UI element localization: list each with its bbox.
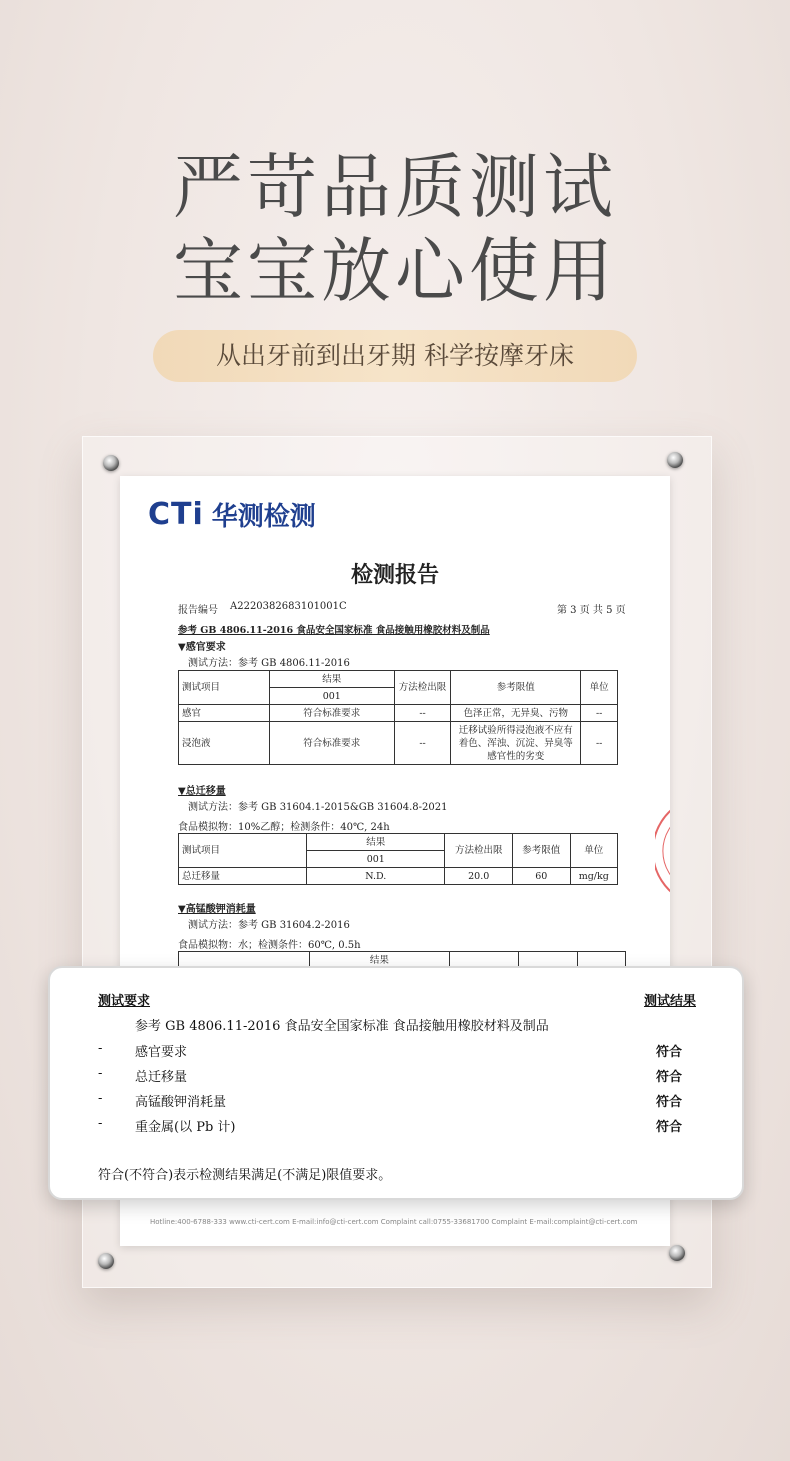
report-no: A2220382683101001C bbox=[230, 601, 347, 612]
screw-icon bbox=[103, 455, 119, 471]
table-cell: -- bbox=[394, 722, 450, 765]
table-cell: 总迁移量 bbox=[179, 868, 307, 885]
summary-dash: - bbox=[98, 1066, 103, 1081]
sec3-method: 测试方法：参考 GB 31604.2-2016 bbox=[188, 920, 350, 931]
table-cell: N.D. bbox=[307, 868, 445, 885]
sec1-method: 测试方法：参考 GB 4806.11-2016 bbox=[188, 658, 350, 669]
summary-note: 符合(不符合)表示检测结果满足(不满足)限值要求。 bbox=[98, 1168, 392, 1183]
table-header: 001 bbox=[307, 851, 445, 868]
summary-item-label: 高锰酸钾消耗量 bbox=[135, 1095, 227, 1110]
tagline-pill: 从出牙前到出牙期 科学按摩牙床 bbox=[153, 330, 637, 382]
headline-line2: 宝宝放心使用 bbox=[173, 230, 617, 312]
logo-text: 华测检测 bbox=[211, 502, 316, 532]
red-stamp bbox=[655, 796, 670, 906]
summary-item-result: 符合 bbox=[655, 1070, 682, 1085]
table-cell: 符合标准要求 bbox=[269, 705, 394, 722]
table-cell: -- bbox=[581, 722, 618, 765]
summary-res-heading: 测试结果 bbox=[643, 994, 696, 1009]
table-cell: mg/kg bbox=[570, 868, 617, 885]
sec3-simulant: 食品模拟物：水；检测条件：60℃, 0.5h bbox=[178, 940, 361, 951]
sec2-heading: ▼总迁移量 bbox=[178, 786, 226, 797]
table-row bbox=[179, 722, 618, 765]
sec3-heading: ▼高锰酸钾消耗量 bbox=[178, 904, 256, 915]
table-cell: 60 bbox=[513, 868, 571, 885]
summary-item-result: 符合 bbox=[655, 1045, 682, 1060]
table-cell: 20.0 bbox=[445, 868, 513, 885]
table-header: 测试项目 bbox=[179, 671, 270, 705]
summary-item-label: 感官要求 bbox=[135, 1045, 188, 1060]
table-cell: 浸泡液 bbox=[179, 722, 270, 765]
sec2-method: 测试方法：参考 GB 31604.1-2015&GB 31604.8-2021 bbox=[188, 802, 448, 813]
table-row bbox=[179, 705, 618, 722]
summary-item-result: 符合 bbox=[655, 1095, 682, 1110]
table-header: 结果 bbox=[307, 834, 445, 851]
table-cell: -- bbox=[581, 705, 618, 722]
table-cell: 迁移试验所得浸泡液不应有着色、浑浊、沉淀、异臭等感官性的劣变 bbox=[451, 722, 581, 765]
sec1-table bbox=[178, 670, 618, 765]
screw-icon bbox=[98, 1253, 114, 1269]
report-title: 检测报告 bbox=[350, 563, 439, 588]
company-logo bbox=[148, 496, 316, 533]
summary-dash: - bbox=[98, 1091, 103, 1106]
table-header: 方法检出限 bbox=[445, 834, 513, 868]
table-cell: -- bbox=[394, 705, 450, 722]
table-header: 单位 bbox=[570, 834, 617, 868]
sec2-simulant: 食品模拟物：10%乙醇；检测条件：40℃, 24h bbox=[178, 822, 390, 833]
table-header: 方法检出限 bbox=[394, 671, 450, 705]
screw-icon bbox=[667, 452, 683, 468]
logo-mark: CTi bbox=[148, 497, 204, 532]
table-cell: 色泽正常，无异臭、污物 bbox=[451, 705, 581, 722]
table-row bbox=[179, 868, 618, 885]
sec2-table bbox=[178, 833, 618, 885]
summary-item-label: 重金属(以 Pb 计) bbox=[135, 1120, 236, 1135]
table-header: 001 bbox=[269, 688, 394, 705]
summary-item-label: 总迁移量 bbox=[135, 1070, 188, 1085]
sec1-heading: ▼感官要求 bbox=[178, 642, 226, 653]
summary-req-heading: 测试要求 bbox=[98, 994, 151, 1009]
summary-dash: - bbox=[98, 1041, 103, 1056]
screw-icon bbox=[669, 1245, 685, 1261]
summary-dash: - bbox=[98, 1116, 103, 1131]
table-header: 结果 bbox=[269, 671, 394, 688]
table-cell: 感官 bbox=[179, 705, 270, 722]
table-header: 结果 bbox=[309, 952, 450, 969]
reference-standard: 参考 GB 4806.11-2016 食品安全国家标准 食品接触用橡胶材料及制品 bbox=[178, 625, 490, 636]
table-header: 测试项目 bbox=[179, 834, 307, 868]
summary-reference: 参考 GB 4806.11-2016 食品安全国家标准 食品接触用橡胶材料及制品 bbox=[135, 1019, 549, 1034]
summary-item-result: 符合 bbox=[655, 1120, 682, 1135]
table-header: 参考限值 bbox=[513, 834, 571, 868]
table-header: 单位 bbox=[581, 671, 618, 705]
table-cell: 符合标准要求 bbox=[269, 722, 394, 765]
report-no-label: 报告编号 bbox=[178, 605, 218, 616]
table-header: 参考限值 bbox=[451, 671, 581, 705]
report-footer: Hotline:400-6788-333 www.cti-cert.com E-mail:info@cti-cert.com Complaint call:0755-33681700 Complaint E-mail:complaint@cti-cert.com bbox=[150, 1218, 638, 1226]
headline-line1: 严苛品质测试 bbox=[173, 146, 617, 228]
page-info: 第 3 页 共 5 页 bbox=[557, 605, 626, 616]
summary-card bbox=[48, 966, 744, 1200]
